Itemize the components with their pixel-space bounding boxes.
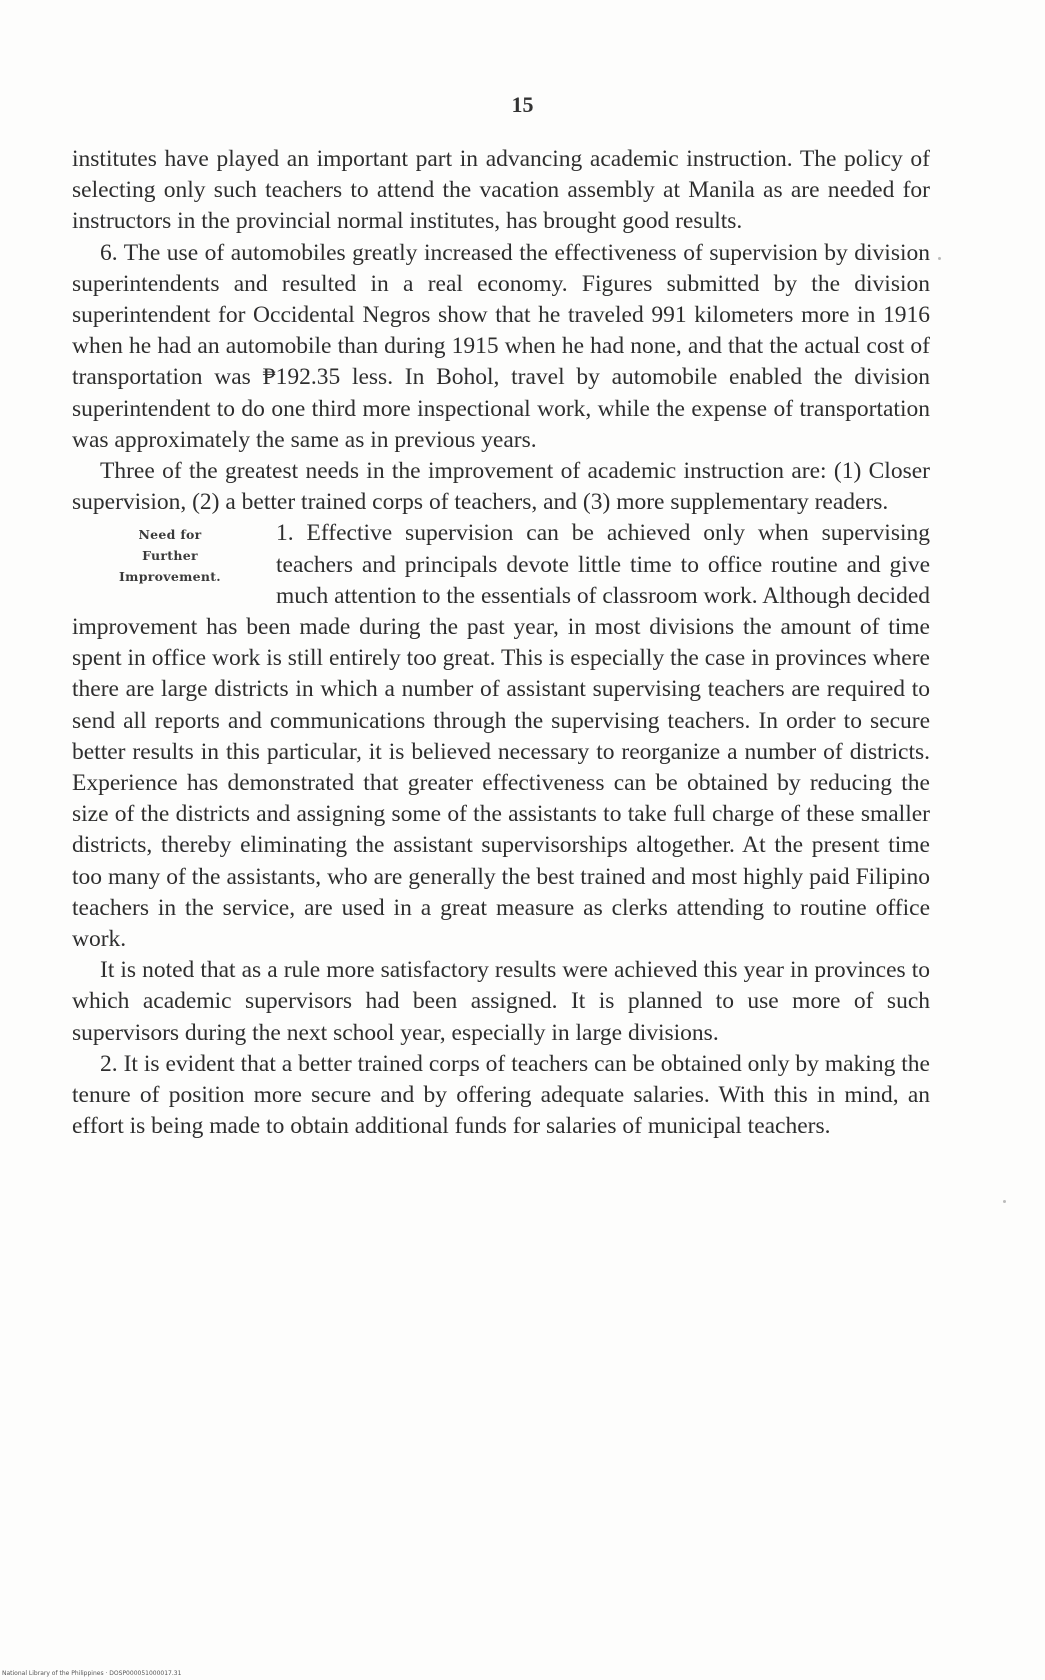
paragraph-academic-supervisors: It is noted that as a rule more satisfactory results were achieved this year in provinces to which academic supervisors had been assigned. It is planned to use more of such supervisors during the next school year, especially in large divisions. [72,957,930,1046]
paper-speck [1003,1200,1006,1203]
sidenote-line-2: Further [142,548,198,564]
margin-sidenote [72,524,268,587]
paper-speck [938,257,941,260]
footer-credit: National Library of the Philippines · DOSP000051000017.31 [2,1670,182,1677]
sidenote-line-1: Need for [138,527,202,543]
page-number: 15 [511,92,534,117]
paragraph-automobiles: 6. The use of automobiles greatly increased the effectiveness of supervision by division superintendents and resulted in a real economy. Figures submitted by the division superintendent for Occidental Negros show that he traveled 991 kilometers more in 1916 when he had an automobile than during 1915 when he had none, and that the actual cost of transportation was ₱192.35 less. In Bohol, travel by automobile enabled the division superintendent to do one third more inspectional work, while the expense of transportation was approximately the same as in previous years. [72,239,930,453]
paragraph-trained-corps: 2. It is evident that a better trained corps of teachers can be obtained only by making the tenure of position more secure and by offering adequate salaries. With this in mind, an effort is being made to obtain additional funds for salaries of municipal teachers. [72,1050,930,1140]
sidenote-section [72,518,930,955]
body-text [72,144,930,1143]
paragraph-effective-supervision: 1. Effective supervision can be achieved only when supervising teachers and principals devote little time to office routine and give much attention to the essentials of classroom work. Although decided improvement has been made during the past year, in most divisions the amount of time spent in office work is still entirely too great. This is especially the case in provinces where there are large districts in which a number of assistant supervising teachers are required to send all reports and communications through the supervising teachers. In order to secure better results in this particular, it is believed necessary to reorganize a number of districts. Experience has demonstrated that greater effectiveness can be obtained by reducing the size of the districts and assigning some of the assistants to take full charge of these smaller districts, thereby eliminating the assistant supervisorships altogether. At the present time too many of the assistants, who are generally the best trained and most highly paid Filipino teachers in the service, are used in a great measure as clerks attending to routine office work. [72,520,930,953]
paragraph-greatest-needs: Three of the greatest needs in the improvement of academic instruction are: (1) Closer supervision, (2) a better trained corps of teachers, and (3) more supplementary readers. [72,458,930,516]
paragraph-continuation: institutes have played an important part in advancing academic instruction. The policy of selecting only such teachers to attend the vacation assembly at Manila as are needed for instructors in the provincial normal institutes, has brought good results. [72,146,930,235]
sidenote-line-3: Improvement. [119,569,221,585]
